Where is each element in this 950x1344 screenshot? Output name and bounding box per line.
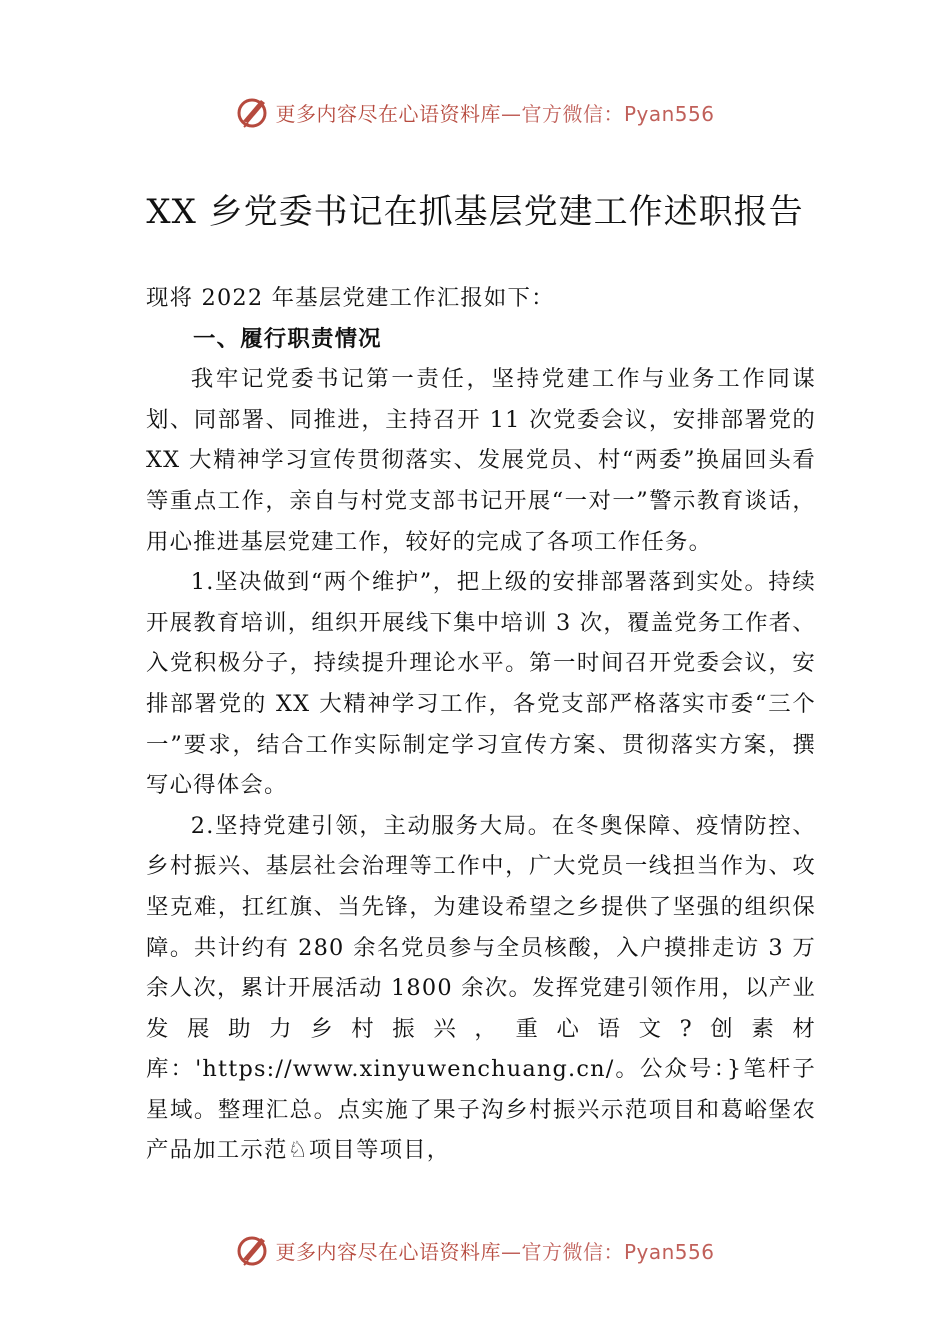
body-paragraph: 2.坚持党建引领，主动服务大局。在冬奥保障、疫情防控、乡村振兴、基层社会治理等工作中，广大党员一线担当作为、攻坚克难，扛红旗、当先锋，为建设希望之乡提供了坚强的组织保障。共计约有 280 余名党员参与全员核酸，入户摸排走访 3 万余人次，累计开展活动 1800 余次。发挥党建引领作用，以产业发展助力乡村振兴，重心语文?创素材库：'https://www.xinyuwenchuang.cn/。公众号：}笔杆子星域。整理汇总。点实施了果子沟乡村振兴示范项目和葛峪堡农产品加工示范♘项目等项目， xyxy=(146,812,816,1164)
quill-seal-icon xyxy=(235,94,271,130)
intro-paragraph: 现将 2022 年基层党建工作汇报如下： xyxy=(146,285,555,311)
header-watermark-banner xyxy=(0,92,950,132)
quill-seal-icon xyxy=(235,1232,271,1268)
section-heading: 一、履行职责情况 xyxy=(193,325,382,352)
brand-text: 更多内容尽在心语资料库 xyxy=(275,1239,501,1264)
brand-text: 更多内容尽在心语资料库 xyxy=(275,101,501,126)
footer-watermark-banner xyxy=(0,1230,950,1270)
wechat-text: —官方微信：Pyan556 xyxy=(500,1239,715,1264)
body-paragraph: 1.坚决做到“两个维护”，把上级的安排部署落到实处。持续开展教育培训，组织开展线下集中培训 3 次，覆盖党务工作者、入党积极分子，持续提升理论水平。第一时间召开党委会议，安排部署党的 XX 大精神学习工作，各党支部严格落实市委“三个一”要求，结合工作实际制定学习宣传方案、贯彻落实方案，撰写心得体会。 xyxy=(146,569,816,799)
document-body xyxy=(146,278,816,1171)
document-title: XX 乡党委书记在抓基层党建工作述职报告 xyxy=(146,192,804,232)
body-paragraph: 我牢记党委书记第一责任，坚持党建工作与业务工作同谋划、同部署、同推进，主持召开 11 次党委会议，安排部署党的 XX 大精神学习宣传贯彻落实、发展党员、村“两委”换届回头看等重点工作，亲自与村党支部书记开展“一对一”警示教育谈话，用心推进基层党建工作，较好的完成了各项工作任务。 xyxy=(146,366,816,555)
wechat-text: —官方微信：Pyan556 xyxy=(500,101,715,126)
